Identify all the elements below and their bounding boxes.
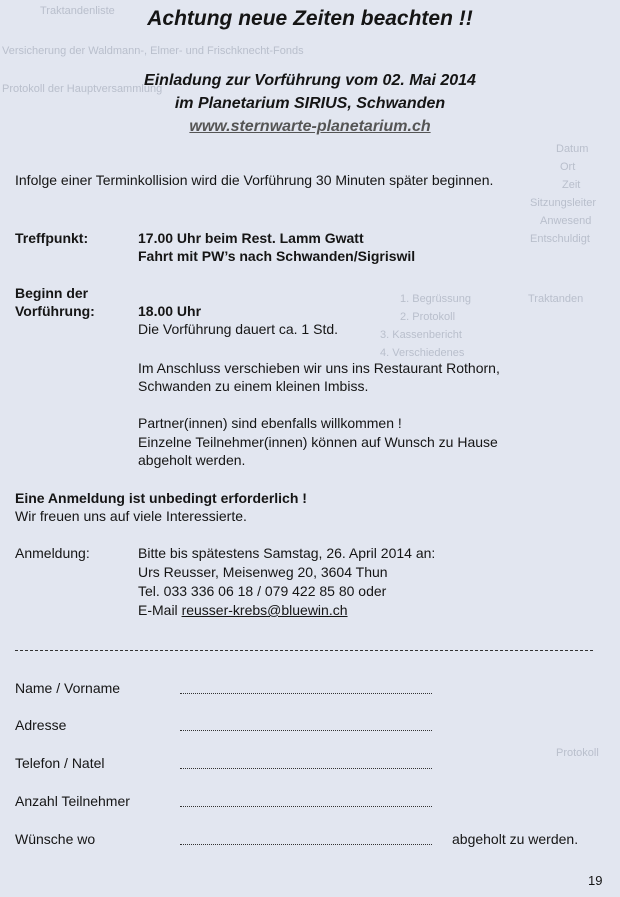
ghost-line: 2. Protokoll [400, 311, 456, 323]
ghost-line: Anwesend [540, 215, 592, 227]
after-event-line-1: Im Anschluss verschieben wir uns ins Restaurant Rothorn, [138, 360, 500, 376]
registration-line-1: Bitte bis spätestens Samstag, 26. April 2014 an: [138, 545, 436, 561]
ghost-line: Entschuldigt [530, 233, 590, 245]
registration-line-2: Urs Reusser, Meisenweg 20, 3604 Thun [138, 564, 388, 580]
registration-label: Anmeldung: [15, 545, 90, 561]
pickup-field[interactable] [180, 844, 432, 845]
registration-email-line [138, 602, 348, 618]
start-time: 18.00 Uhr [138, 303, 202, 319]
participants-label: Anzahl Teilnehmer [15, 793, 130, 809]
invitation-line-2: im Planetarium SIRIUS, Schwanden [174, 95, 446, 112]
pickup-suffix: abgeholt zu werden. [452, 831, 579, 847]
email-link[interactable]: reusser-krebs@bluewin.ch [181, 602, 348, 618]
duration-text: Die Vorführung dauert ca. 1 Std. [138, 321, 339, 337]
address-field[interactable] [180, 730, 432, 731]
ghost-line: Protokoll [556, 747, 599, 759]
cut-line [15, 650, 593, 651]
registration-subheading: Wir freuen uns auf viele Interessierte. [15, 508, 247, 524]
meeting-line-1: 17.00 Uhr beim Rest. Lamm Gwatt [138, 230, 364, 246]
ghost-line: 3. Kassenbericht [380, 329, 462, 341]
start-label-2: Vorführung: [15, 303, 95, 319]
start-label-1: Beginn der [15, 285, 89, 301]
name-label: Name / Vorname [15, 680, 121, 696]
participants-field[interactable] [180, 806, 432, 807]
meeting-label: Treffpunkt: [15, 230, 89, 246]
ghost-line: Sitzungsleiter [530, 197, 597, 209]
schedule-notice: Infolge einer Terminkollision wird die Vorführung 30 Minuten später beginnen. [15, 172, 494, 188]
partner-line-1: Partner(innen) sind ebenfalls willkommen ! [138, 415, 402, 431]
invitation-line-1: Einladung zur Vorführung vom 02. Mai 2014 [144, 72, 476, 89]
pickup-label: Wünsche wo [15, 831, 96, 847]
phone-label: Telefon / Natel [15, 755, 105, 771]
phone-field[interactable] [180, 768, 432, 769]
address-label: Adresse [15, 717, 67, 733]
ghost-line: Datum [556, 143, 589, 155]
partner-line-2: Einzelne Teilnehmer(innen) können auf Wunsch zu Hause [138, 434, 498, 450]
ghost-line: Zeit [562, 179, 581, 191]
after-event-line-2: Schwanden zu einem kleinen Imbiss. [138, 378, 369, 394]
page-number: 19 [588, 873, 603, 888]
ghost-line: Versicherung der Waldmann-, Elmer- und Frischknecht-Fonds [2, 45, 304, 57]
ghost-line: 4. Verschiedenes [380, 347, 465, 359]
ghost-line: Ort [560, 161, 576, 173]
ghost-line: Protokoll der Hauptversammlung [2, 83, 163, 95]
name-field[interactable] [180, 693, 432, 694]
meeting-line-2: Fahrt mit PW’s nach Schwanden/Sigriswil [138, 248, 416, 264]
ghost-line: Traktanden [528, 293, 584, 305]
page-title: Achtung neue Zeiten beachten !! [147, 7, 473, 30]
website-link[interactable]: www.sternwarte-planetarium.ch [189, 118, 431, 135]
ghost-line: Traktandenliste [40, 5, 115, 17]
registration-line-3: Tel. 033 336 06 18 / 079 422 85 80 oder [138, 583, 387, 599]
ghost-line: 1. Begrüssung [400, 293, 471, 305]
registration-heading: Eine Anmeldung ist unbedingt erforderlich ! [15, 490, 307, 506]
partner-line-3: abgeholt werden. [138, 452, 246, 468]
email-prefix: E-Mail [138, 602, 182, 618]
